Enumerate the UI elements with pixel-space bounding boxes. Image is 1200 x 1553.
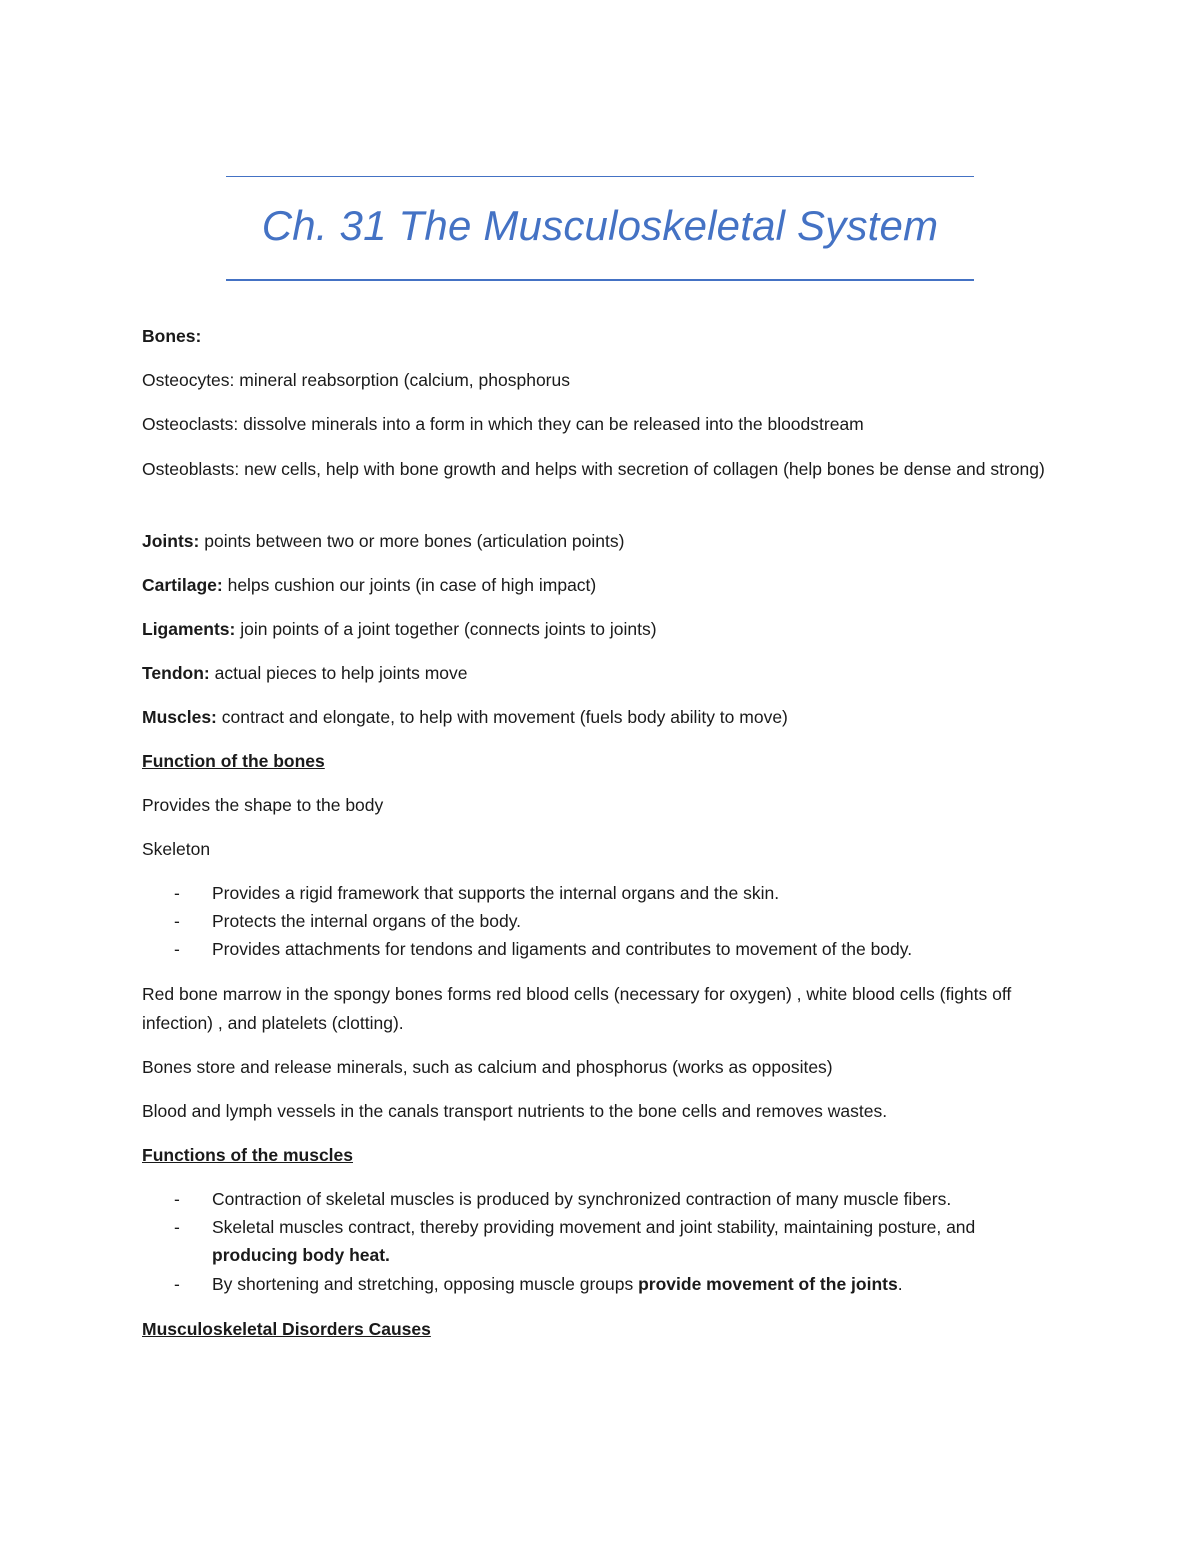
disorders-heading: Musculoskeletal Disorders Causes	[142, 1319, 431, 1339]
title-top-rule	[226, 176, 974, 177]
definition-text: contract and elongate, to help with movement (fuels body ability to move)	[216, 707, 788, 727]
page-title: Ch. 31 The Musculoskeletal System	[261, 202, 939, 249]
paragraph-minerals: Bones store and release minerals, such as calcium and phosphorus (works as opposites)	[142, 1057, 833, 1077]
definition-term: Muscles:	[142, 707, 217, 727]
definition-osteocytes	[142, 366, 1062, 394]
dash-bullet: -	[174, 939, 180, 959]
paragraph-vessels: Blood and lymph vessels in the canals transport nutrients to the bone cells and removes wastes.	[142, 1101, 888, 1121]
document-page: Ch. 31 The Musculoskeletal System Bones: Osteocytes: mineral reabsorption (calcium, phosphorus Osteoclasts: dissolve minerals into a form in which they can be released into the bloodstream Osteoblasts: new cells, help with bone growth and helps with secretion of collagen (help bones be dense and strong) Joints: points between two or more bones (articulation points) Cartilage: helps cushion our joints (in case of high impact) Ligaments: join points of a joint together (connects joints to joints) Tendon: actual pieces to help joints move Muscles: contract and elongate, to help with movement (fuels body ability to move) Function of the bones Provides the shape to the body Skeleton - Provides a rigid framework that supports the internal organs and the skin. - Protects the internal organs of the body. - Provides attachments for tendons and ligaments and contributes to movement of the body. Red bone marrow in the spongy bones forms red blood cells (necessary for oxygen) , white blood cells (fights off infection) , and platelets (clotting). Bones store and release minerals, such as calcium and phosphorus (works as opposites) Blood and lymph vessels in the canals transport nutrients to the bone cells and removes wastes. Functions of the muscles - Contraction of skeletal muscles is produced by synchronized contraction of many muscle fibers. - Skeletal muscles contract, thereby providing movement and joint stability, maintaining posture, and producing body heat. - By shortening and stretching, opposing muscle groups provide movement of the joints. Musculoskeletal Disorders Causes	[0, 0, 1200, 1553]
bones-heading: Bones:	[142, 326, 202, 346]
title-bottom-rule	[226, 279, 974, 281]
dash-bullet: -	[174, 911, 180, 931]
dash-bullet: -	[174, 883, 180, 903]
definition-text: helps cushion our joints (in case of high impact)	[222, 575, 597, 595]
muscles-function-heading: Functions of the muscles	[142, 1145, 353, 1165]
definition-osteoclasts	[142, 410, 1062, 438]
paragraph-marrow: Red bone marrow in the spongy bones forms red blood cells (necessary for oxygen) , white blood cells (fights off infection) , and platelets (clotting).	[142, 984, 1012, 1033]
definition-term: Osteoblasts:	[142, 459, 240, 479]
definition-cartilage	[142, 571, 1062, 599]
dash-bullet: -	[174, 1189, 180, 1209]
definition-osteoblasts	[142, 454, 1062, 484]
definition-term: Osteoclasts:	[142, 414, 239, 434]
bones-function-shape: Provides the shape to the body	[142, 795, 384, 815]
dash-bullet: -	[174, 1217, 180, 1237]
definition-text: new cells, help with bone growth and helps with secretion of collagen (help bones be dense and strong)	[239, 459, 1045, 479]
definition-term: Osteocytes:	[142, 370, 235, 390]
definition-term: Cartilage:	[142, 575, 223, 595]
definition-term: Ligaments:	[142, 619, 236, 639]
definition-text: dissolve minerals into a form in which they can be released into the bloodstream	[238, 414, 864, 434]
definition-text: points between two or more bones (articulation points)	[199, 531, 625, 551]
bones-function-skeleton: Skeleton	[142, 839, 211, 859]
definition-term: Joints:	[142, 531, 200, 551]
definition-ligaments	[142, 615, 1062, 643]
definition-tendon	[142, 659, 1062, 687]
definition-text: mineral reabsorption (calcium, phosphorus	[234, 370, 570, 390]
definition-text: join points of a joint together (connects joints to joints)	[235, 619, 657, 639]
definition-text: actual pieces to help joints move	[209, 663, 468, 683]
dash-bullet: -	[174, 1274, 180, 1294]
definition-joints	[142, 527, 1062, 555]
definition-muscles	[142, 703, 1062, 731]
bones-function-heading: Function of the bones	[142, 751, 325, 771]
definition-term: Tendon:	[142, 663, 210, 683]
